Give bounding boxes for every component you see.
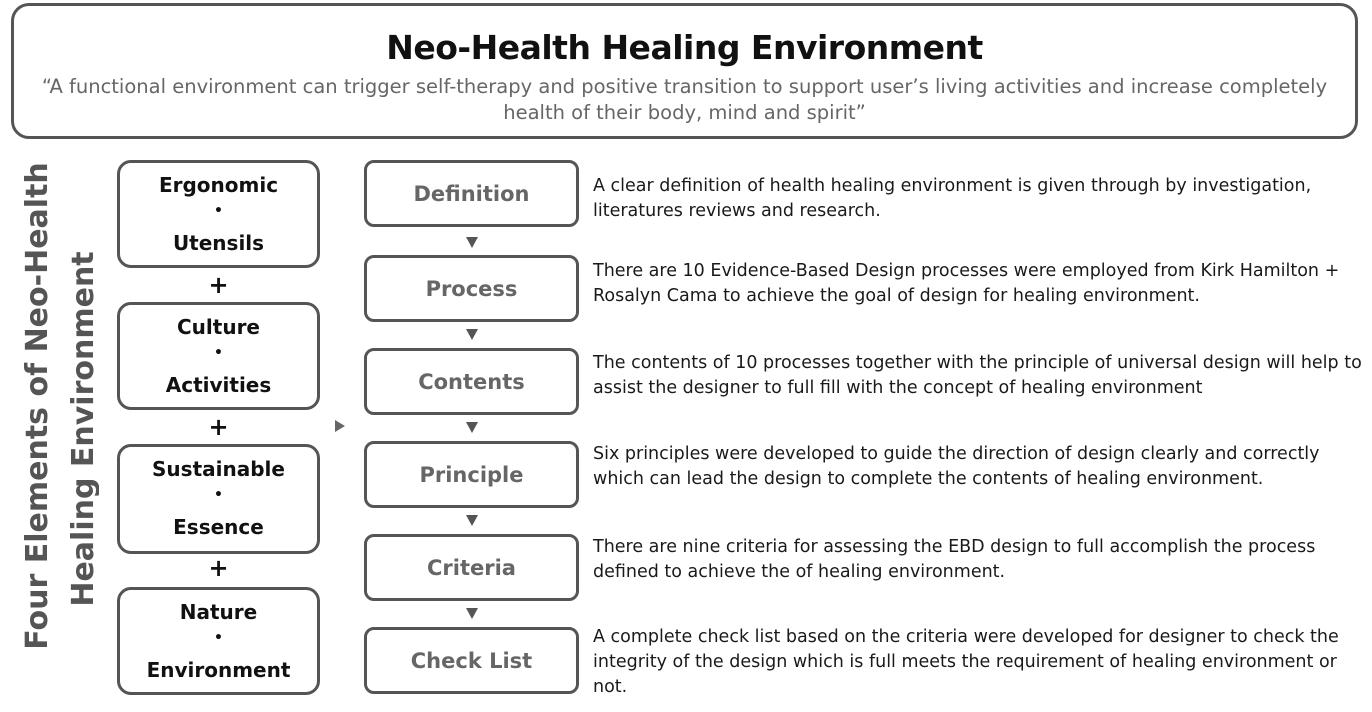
element-subtitle: Activities [165, 373, 272, 397]
step-box-principle: Principle [364, 441, 579, 508]
arrow-down-icon [466, 515, 478, 526]
element-subtitle: Essence [173, 515, 264, 539]
step-box-definition: Definition [364, 160, 579, 227]
arrow-down-icon [466, 329, 478, 340]
page-title: Neo-Health Healing Environment [386, 28, 983, 67]
step-description-process: There are 10 Evidence-Based Design processes were employed from Kirk Hamilton + Rosalyn Cama to achieve the goal of design for healing environment. [593, 261, 1340, 306]
element-box-nature [117, 587, 320, 695]
element-title: Sustainable [152, 457, 285, 481]
element-title: Nature [179, 600, 258, 624]
element-box-sustainable [117, 444, 320, 554]
plus-sign: + [208, 413, 229, 441]
step-description-contents: The contents of 10 processes together with the principle of universal design will help to assist the designer to full fill with the concept of healing environment [593, 353, 1362, 398]
element-title: Ergonomic [158, 173, 279, 197]
element-box-culture [117, 302, 320, 410]
element-subtitle: Environment [146, 658, 291, 682]
bullet-dot: • [214, 203, 223, 219]
step-description-definition: A clear definition of health healing environment is given through by investigation, literatures reviews and research. [593, 176, 1312, 221]
step-box-check-list: Check List [364, 627, 579, 694]
step-box-contents: Contents [364, 348, 579, 415]
header-quote: “A functional environment can trigger self-therapy and positive transition to support user’s living activities and increase completely health of their body, mind and spirit” [41, 75, 1328, 124]
bullet-dot: • [214, 487, 223, 503]
plus-sign: + [208, 554, 229, 582]
arrow-right-icon [335, 420, 345, 432]
plus-sign: + [208, 271, 229, 299]
side-label-line1: Four Elements of Neo-Health [20, 162, 55, 650]
header-box [11, 3, 1358, 139]
arrow-down-icon [466, 608, 478, 619]
element-subtitle: Utensils [172, 231, 265, 255]
step-description-criteria: There are nine criteria for assessing the EBD design to full accomplish the process defined to achieve the of healing environment. [593, 537, 1316, 582]
arrow-down-icon [466, 237, 478, 248]
bullet-dot: • [214, 345, 223, 361]
element-title: Culture [177, 315, 260, 339]
bullet-dot: • [214, 630, 223, 646]
step-description-principle: Six principles were developed to guide the direction of design clearly and correctly which can lead the design to complete the contents of healing environment. [593, 444, 1320, 489]
step-box-process: Process [364, 255, 579, 322]
side-label [9, 156, 99, 656]
side-label-line2: Healing Environment [66, 251, 99, 607]
step-description-check-list: A complete check list based on the criteria were developed for designer to check the integrity of the design which is full meets the requirement of healing environment or not. [593, 627, 1339, 697]
step-box-criteria: Criteria [364, 534, 579, 601]
arrow-down-icon [466, 422, 478, 433]
element-box-ergonomic [117, 160, 320, 268]
